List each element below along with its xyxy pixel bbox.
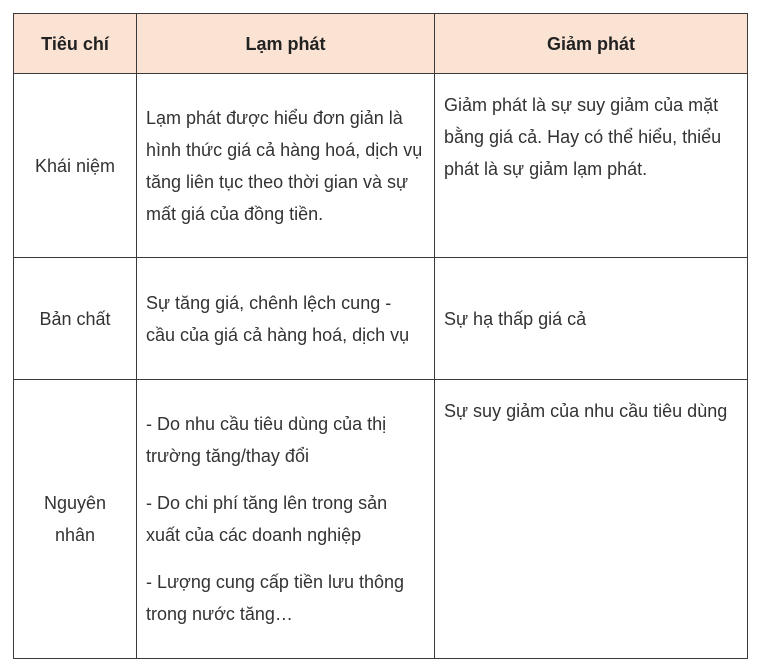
inflation-cell bbox=[137, 380, 435, 659]
inflation-cell: Lạm phát được hiểu đơn giản là hình thức giá cả hàng hoá, dịch vụ tăng liên tục theo thời gian và sự mất giá của đồng tiền. bbox=[137, 74, 435, 258]
table-row bbox=[14, 74, 748, 258]
header-inflation: Lạm phát bbox=[137, 14, 435, 74]
criterion-cell: Bản chất bbox=[14, 258, 137, 380]
table-row bbox=[14, 258, 748, 380]
deflation-cell: Sự hạ thấp giá cả bbox=[435, 258, 748, 380]
inflation-point: - Do chi phí tăng lên trong sản xuất của các doanh nghiệp bbox=[146, 493, 388, 545]
inflation-cell: Sự tăng giá, chênh lệch cung - cầu của giá cả hàng hoá, dịch vụ bbox=[137, 258, 435, 380]
table-row bbox=[14, 380, 748, 659]
header-row bbox=[14, 14, 748, 74]
deflation-cell: Giảm phát là sự suy giảm của mặt bằng giá cả. Hay có thể hiểu, thiểu phát là sự giảm lạm phát. bbox=[435, 74, 748, 258]
header-deflation: Giảm phát bbox=[435, 14, 748, 74]
comparison-table bbox=[13, 13, 748, 659]
inflation-point: - Do nhu cầu tiêu dùng của thị trường tăng/thay đổi bbox=[146, 414, 387, 466]
header-criterion: Tiêu chí bbox=[14, 14, 137, 74]
inflation-point: - Lượng cung cấp tiền lưu thông trong nước tăng… bbox=[146, 572, 405, 624]
criterion-cell: Khái niệm bbox=[14, 74, 137, 258]
criterion-cell: Nguyên nhân bbox=[14, 380, 137, 659]
deflation-cell: Sự suy giảm của nhu cầu tiêu dùng bbox=[435, 380, 748, 659]
